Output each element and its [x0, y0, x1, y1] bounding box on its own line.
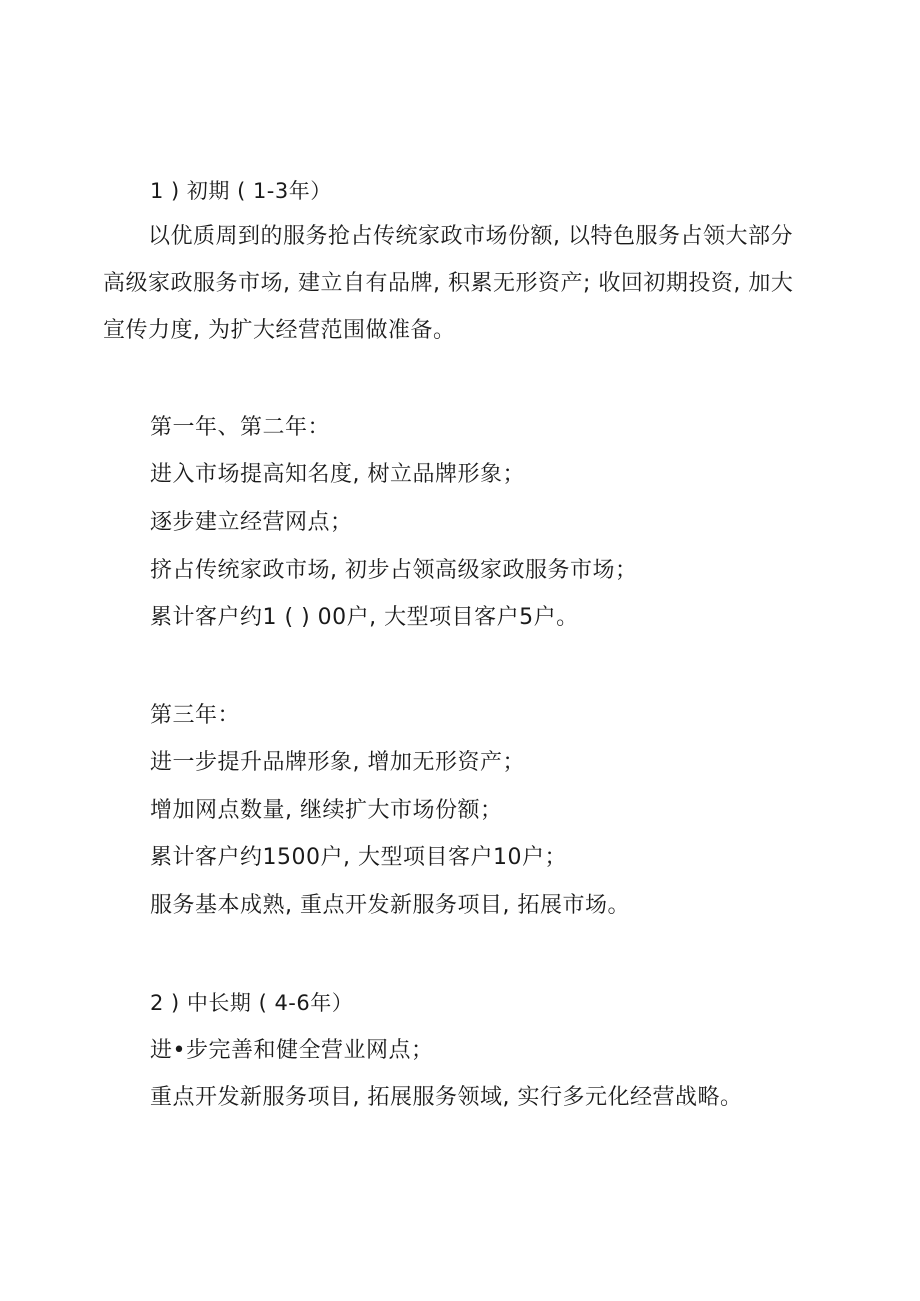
year-3-heading: 第三年：	[150, 703, 241, 728]
list-item: 挤占传统家政市场, 初步占领高级家政服务市场；	[150, 558, 638, 583]
list-item: 增加网点数量, 继续扩大市场份额；	[150, 798, 503, 823]
list-item: 服务基本成熟, 重点开发新服务项目, 拓展市场。	[150, 893, 630, 918]
intro-paragraph	[103, 222, 823, 363]
intro-line: 以优质周到的服务抢占传统家政市场份额, 以特色服务占领大部分	[103, 224, 793, 249]
list-item: 逐步建立经营网点；	[150, 510, 353, 535]
list-item: 进•步完善和健全营业网点；	[150, 1038, 434, 1063]
list-item: 进一步提升品牌形象, 增加无形资产；	[150, 750, 525, 775]
intro-line: 高级家政服务市场, 建立自有品牌, 积累无形资产; 收回初期投资, 加大	[103, 271, 794, 296]
list-item: 累计客户约1 ( ) 00户, 大型项目客户5户。	[150, 605, 579, 630]
section-heading-initial-phase: 1 ) 初期 ( 1-3年）	[150, 179, 332, 203]
list-item: 进入市场提高知名度, 树立品牌形象；	[150, 462, 525, 487]
year-1-2-heading: 第一年、第二年：	[150, 415, 331, 440]
intro-line: 宣传力度, 为扩大经营范围做准备。	[103, 318, 456, 343]
list-item: 重点开发新服务项目, 拓展服务领域, 实行多元化经营战略。	[150, 1085, 743, 1110]
section-heading-mid-long-term: 2 ) 中长期 ( 4-6年）	[150, 991, 354, 1015]
list-item: 累计客户约1500户, 大型项目客户10户；	[150, 845, 567, 870]
